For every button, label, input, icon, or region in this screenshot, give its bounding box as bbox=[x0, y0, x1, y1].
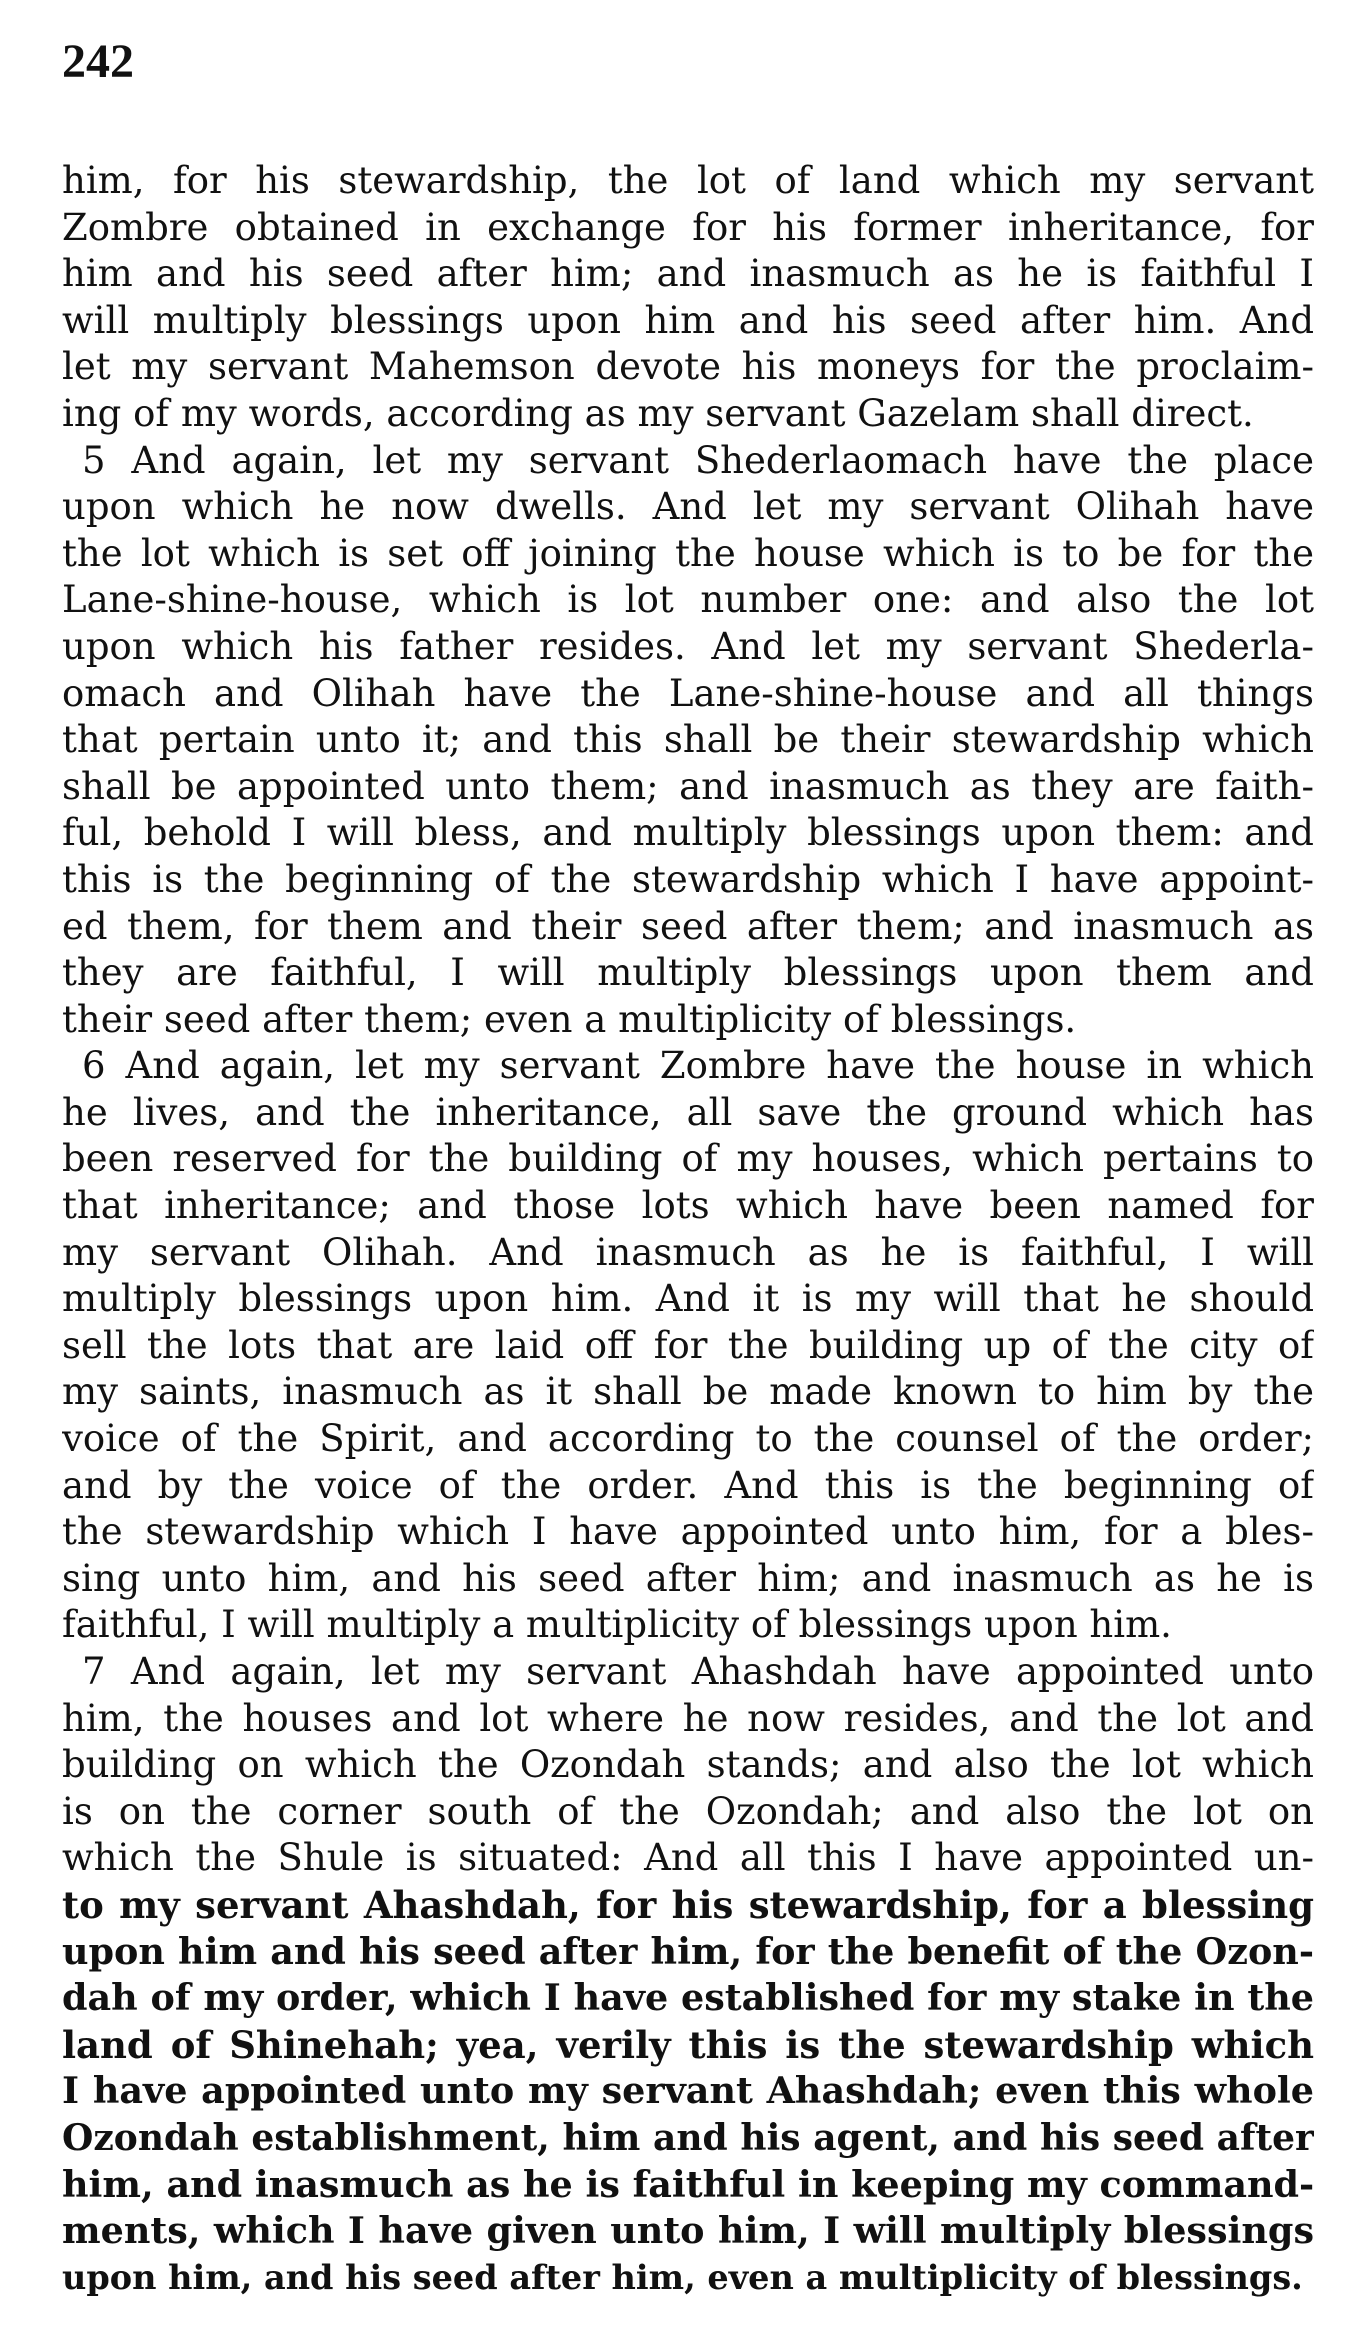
text-line: that inheritance; and those lots which have been named for bbox=[62, 1184, 1314, 1228]
text-line: my saints, inasmuch as it shall be made known to him by the bbox=[62, 1370, 1314, 1414]
text-line: land of Shinehah; yea, verily this is the stewardship which bbox=[62, 2022, 1314, 2067]
text-line: sing unto him, and his seed after him; and inasmuch as he is bbox=[62, 1556, 1314, 1600]
text-line: ing of my words, according as my servant Gazelam shall direct. bbox=[62, 391, 1254, 435]
text-line: and by the voice of the order. And this is the beginning of bbox=[62, 1463, 1314, 1507]
text-line: their seed after them; even a multiplicity of blessings. bbox=[62, 997, 1077, 1041]
text-line: him, and inasmuch as he is faithful in keeping my command- bbox=[62, 2162, 1314, 2206]
text-line: the lot which is set off joining the house which is to be for the bbox=[62, 531, 1314, 575]
text-line: him and his seed after him; and inasmuch as he is faithful I bbox=[62, 252, 1314, 296]
text-line: faithful, I will multiply a multiplicity of blessings upon him. bbox=[62, 1603, 1172, 1647]
text-line: Zombre obtained in exchange for his former inheritance, for bbox=[62, 205, 1314, 249]
text-line: upon which he now dwells. And let my servant Olihah have bbox=[62, 485, 1314, 529]
paragraph-first-line: 6 And again, let my servant Zombre have the house in which bbox=[82, 1044, 1314, 1088]
text-line: voice of the Spirit, and according to the counsel of the order; bbox=[62, 1417, 1314, 1461]
text-line: Ozondah establishment, him and his agent, and his seed after bbox=[62, 2116, 1314, 2159]
text-line: been reserved for the building of my houses, which pertains to bbox=[62, 1137, 1314, 1181]
body-text bbox=[62, 158, 1314, 2301]
text-line: is on the corner south of the Ozondah; and also the lot on bbox=[62, 1789, 1314, 1833]
text-line: I have appointed unto my servant Ahashdah; even this whole bbox=[62, 2069, 1314, 2113]
text-line: ed them, for them and their seed after them; and inasmuch as bbox=[62, 904, 1314, 948]
text-line: which the Shule is situated: And all this I have appointed un- bbox=[62, 1836, 1314, 1880]
text-line: multiply blessings upon him. And it is my will that he should bbox=[62, 1277, 1314, 1321]
text-line: to my servant Ahashdah, for his stewardship, for a blessing bbox=[62, 1882, 1314, 1927]
text-line: that pertain unto it; and this shall be their stewardship which bbox=[62, 718, 1314, 762]
text-line: will multiply blessings upon him and his seed after him. And bbox=[62, 298, 1314, 342]
text-line: omach and Olihah have the Lane-shine-house and all things bbox=[62, 671, 1314, 715]
text-line: building on which the Ozondah stands; and also the lot which bbox=[62, 1743, 1314, 1787]
text-line: my servant Olihah. And inasmuch as he is faithful, I will bbox=[62, 1230, 1314, 1274]
text-line: he lives, and the inheritance, all save the ground which has bbox=[62, 1090, 1314, 1134]
page-number: 242 bbox=[62, 35, 134, 88]
text-line: dah of my order, which I have established for my stake in the bbox=[62, 1976, 1314, 2020]
paragraph-first-line: 7 And again, let my servant Ahashdah have appointed unto bbox=[82, 1650, 1314, 1693]
text-line: ful, behold I will bless, and multiply blessings upon them: and bbox=[62, 811, 1314, 855]
text-line: let my servant Mahemson devote his moneys for the proclaim- bbox=[62, 345, 1314, 389]
text-line: sell the lots that are laid off for the building up of the city of bbox=[62, 1323, 1314, 1367]
text-line: ments, which I have given unto him, I will multiply blessings bbox=[62, 2209, 1314, 2253]
text-line: upon him, and his seed after him, even a multiplicity of blessings. bbox=[62, 2257, 1303, 2297]
text-line: they are faithful, I will multiply blessings upon them and bbox=[62, 951, 1314, 995]
paragraph-first-line: 5 And again, let my servant Shederlaomach have the place bbox=[82, 438, 1314, 482]
text-line: upon him and his seed after him, for the benefit of the Ozon- bbox=[62, 1929, 1314, 1973]
text-line: him, for his stewardship, the lot of land which my servant bbox=[62, 159, 1314, 202]
text-line: upon which his father resides. And let my servant Shederla- bbox=[62, 624, 1314, 668]
text-line: this is the beginning of the stewardship which I have appoint- bbox=[62, 857, 1314, 901]
text-line: Lane-shine-house, which is lot number one: and also the lot bbox=[62, 578, 1314, 622]
text-line: him, the houses and lot where he now resides, and the lot and bbox=[62, 1696, 1314, 1740]
text-line: the stewardship which I have appointed unto him, for a bles- bbox=[62, 1510, 1314, 1554]
text-line: shall be appointed unto them; and inasmuch as they are faith- bbox=[62, 764, 1314, 808]
